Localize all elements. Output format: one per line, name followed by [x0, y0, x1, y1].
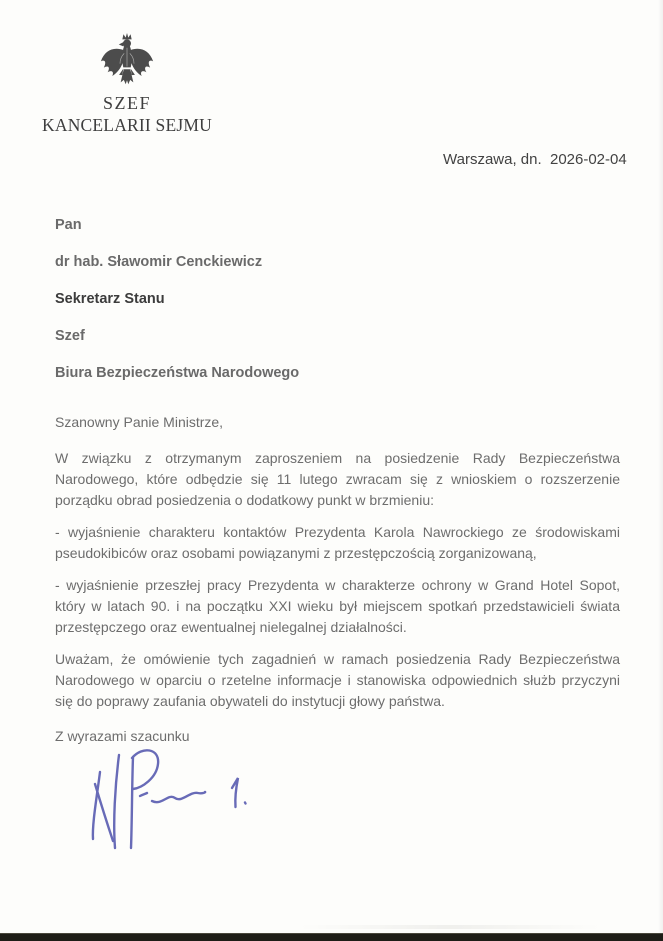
scan-edge-bar	[0, 933, 663, 941]
polish-eagle-emblem	[99, 30, 155, 88]
handwritten-signature-icon	[78, 744, 253, 856]
recipient-title-1: Sekretarz Stanu	[55, 291, 165, 307]
paragraph-request: W związku z otrzymanym zaproszeniem na posiedzenie Rady Bezpieczeństwa Narodowego, które odbędzie się 11 lutego zwracam się z wnioskiem o rozszerzenie porządku obrad posiedzenia o dodatkowy punkt w brzmieniu:	[55, 450, 620, 508]
recipient-title-2: Szef	[55, 328, 85, 344]
closing-phrase: Z wyrazami szacunku	[55, 728, 190, 744]
letterhead	[38, 30, 216, 136]
recipient-honorific: Pan	[55, 217, 82, 233]
recipient-block	[55, 217, 299, 402]
letterhead-title-line2: KANCELARII SEJMU	[42, 115, 212, 135]
date-line: Warszawa, dn. 2026-02-04	[443, 151, 627, 168]
paragraph-agenda-point-2: - wyjaśnienie przeszłej pracy Prezydenta w charakterze ochrony w Grand Hotel Sopot, który w latach 90. i na początku XXI wieku był miejscem spotkań przedstawicieli świata przestępczego oraz ewentualnej nielegalnej działalności.	[55, 577, 620, 635]
paragraph-conclusion: Uważam, że omówienie tych zagadnień w ramach posiedzenia Rady Bezpieczeństwa Narodowego w oparciu o rzetelne informacje i stanowiska odpowiednich służb przyczyni się do poprawy zaufania obywateli do instytucji głowy państwa.	[55, 651, 620, 709]
scan-smudge	[300, 925, 600, 929]
letterhead-title-line1: SZEF	[102, 93, 151, 113]
recipient-name: dr hab. Sławomir Cenckiewicz	[55, 254, 263, 270]
recipient-institution: Biura Bezpieczeństwa Narodowego	[55, 365, 300, 381]
paragraph-agenda-point-1: - wyjaśnienie charakteru kontaktów Prezydenta Karola Nawrockiego ze środowiskami pseudokibiców oraz osobami powiązanymi z przestępczością zorganizowaną,	[55, 524, 620, 561]
salutation: Szanowny Panie Ministrze,	[55, 414, 224, 430]
letter-body	[55, 412, 620, 747]
